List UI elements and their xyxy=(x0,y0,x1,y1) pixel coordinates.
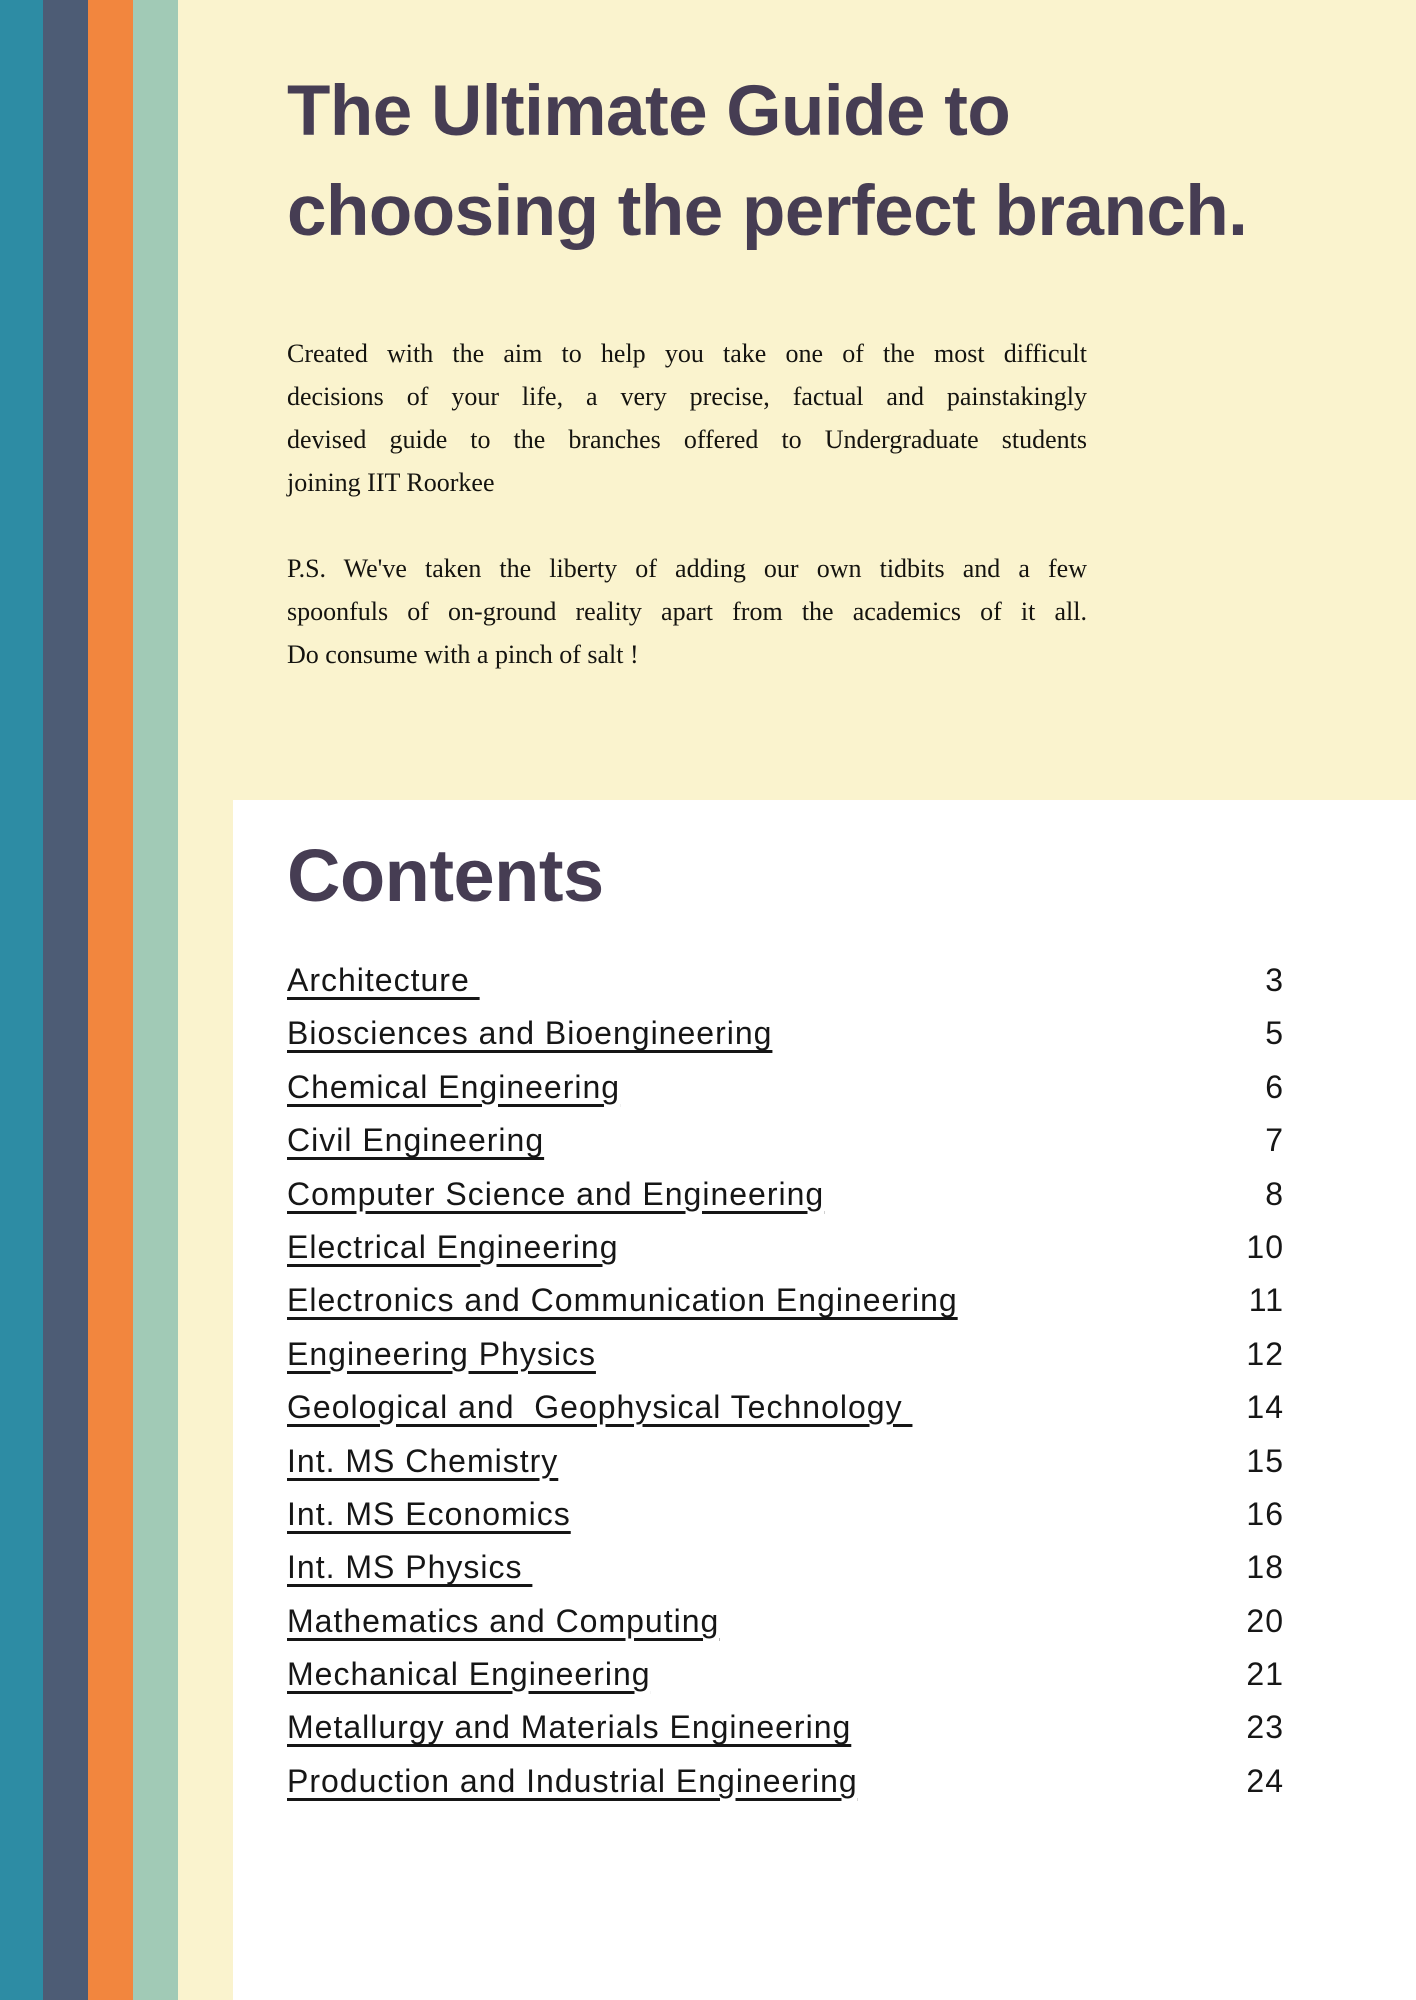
toc-entry-link[interactable]: Biosciences and Bioengineering xyxy=(287,1015,773,1052)
intro-line: P.S. We've taken the liberty of adding our own tidbits and a few xyxy=(287,554,1087,583)
toc-page-number: 3 xyxy=(1265,962,1284,998)
toc-row xyxy=(287,1709,1284,1762)
toc-entry-link[interactable]: Int. MS Chemistry xyxy=(287,1442,559,1479)
toc-page-number: 14 xyxy=(1246,1389,1284,1426)
toc-page-number: 5 xyxy=(1265,1015,1284,1052)
toc-row xyxy=(287,1389,1284,1442)
toc-page-number: 20 xyxy=(1246,1602,1284,1639)
table-of-contents xyxy=(287,962,1284,1816)
toc-page-number: 23 xyxy=(1246,1709,1284,1746)
intro-text xyxy=(287,332,1087,719)
toc-page-number: 10 xyxy=(1246,1228,1284,1265)
toc-row xyxy=(287,962,1284,1015)
toc-entry-link[interactable]: Civil Engineering xyxy=(287,1122,545,1159)
toc-entry-link[interactable]: Chemical Engineering xyxy=(287,1068,621,1105)
toc-page-number: 7 xyxy=(1265,1122,1284,1159)
toc-entry-link[interactable]: Production and Industrial Engineering xyxy=(287,1762,858,1799)
orange-stripe xyxy=(88,0,133,2000)
toc-page-number: 12 xyxy=(1246,1335,1284,1372)
toc-entry-link[interactable]: Architecture xyxy=(287,962,480,998)
teal-stripe xyxy=(0,0,43,2000)
intro-line: joining IIT Roorkee xyxy=(287,468,495,497)
toc-entry-link[interactable]: Int. MS Economics xyxy=(287,1495,571,1532)
toc-row xyxy=(287,1549,1284,1602)
toc-page-number: 6 xyxy=(1265,1068,1284,1105)
toc-row xyxy=(287,1763,1284,1816)
toc-entry-link[interactable]: Int. MS Physics xyxy=(287,1549,533,1586)
intro-line: devised guide to the branches offered to Undergraduate students xyxy=(287,425,1087,454)
toc-entry-link[interactable]: Metallurgy and Materials Engineering xyxy=(287,1709,852,1746)
intro-line: Do consume with a pinch of salt ! xyxy=(287,640,639,669)
toc-page-number: 16 xyxy=(1246,1495,1284,1532)
toc-page-number: 8 xyxy=(1265,1175,1284,1212)
sage-stripe xyxy=(133,0,178,2000)
toc-row xyxy=(287,1122,1284,1175)
contents-heading: Contents xyxy=(287,834,604,917)
toc-row xyxy=(287,1229,1284,1282)
toc-page-number: 21 xyxy=(1246,1656,1284,1693)
slate-stripe xyxy=(43,0,88,2000)
toc-row xyxy=(287,1656,1284,1709)
toc-row xyxy=(287,1015,1284,1068)
toc-entry-link[interactable]: Electronics and Communication Engineering xyxy=(287,1282,958,1319)
toc-entry-link[interactable]: Engineering Physics xyxy=(287,1335,596,1372)
page-title-line1: The Ultimate Guide to xyxy=(287,72,1011,151)
toc-entry-link[interactable]: Mechanical Engineering xyxy=(287,1656,651,1693)
toc-page-number: 15 xyxy=(1246,1442,1284,1479)
toc-entry-link[interactable]: Computer Science and Engineering xyxy=(287,1175,825,1212)
intro-line: Created with the aim to help you take one of the most difficult xyxy=(287,339,1087,368)
intro-paragraph xyxy=(287,332,1087,504)
toc-row xyxy=(287,1443,1284,1496)
toc-row xyxy=(287,1336,1284,1389)
toc-page-number: 18 xyxy=(1246,1549,1284,1586)
toc-row xyxy=(287,1069,1284,1122)
page-title-line2: choosing the perfect branch. xyxy=(287,172,1248,251)
toc-entry-link[interactable]: Geological and Geophysical Technology xyxy=(287,1389,913,1426)
toc-row xyxy=(287,1282,1284,1335)
page-title xyxy=(287,62,1367,262)
toc-row xyxy=(287,1496,1284,1549)
toc-entry-link[interactable]: Mathematics and Computing xyxy=(287,1602,720,1639)
toc-page-number: 24 xyxy=(1246,1762,1284,1799)
intro-paragraph xyxy=(287,547,1087,676)
intro-line: spoonfuls of on-ground reality apart from the academics of it all. xyxy=(287,597,1087,626)
toc-row xyxy=(287,1603,1284,1656)
toc-page-number: 11 xyxy=(1248,1282,1284,1319)
toc-row xyxy=(287,1176,1284,1229)
intro-line: decisions of your life, a very precise, factual and painstakingly xyxy=(287,382,1087,411)
toc-entry-link[interactable]: Electrical Engineering xyxy=(287,1228,619,1265)
